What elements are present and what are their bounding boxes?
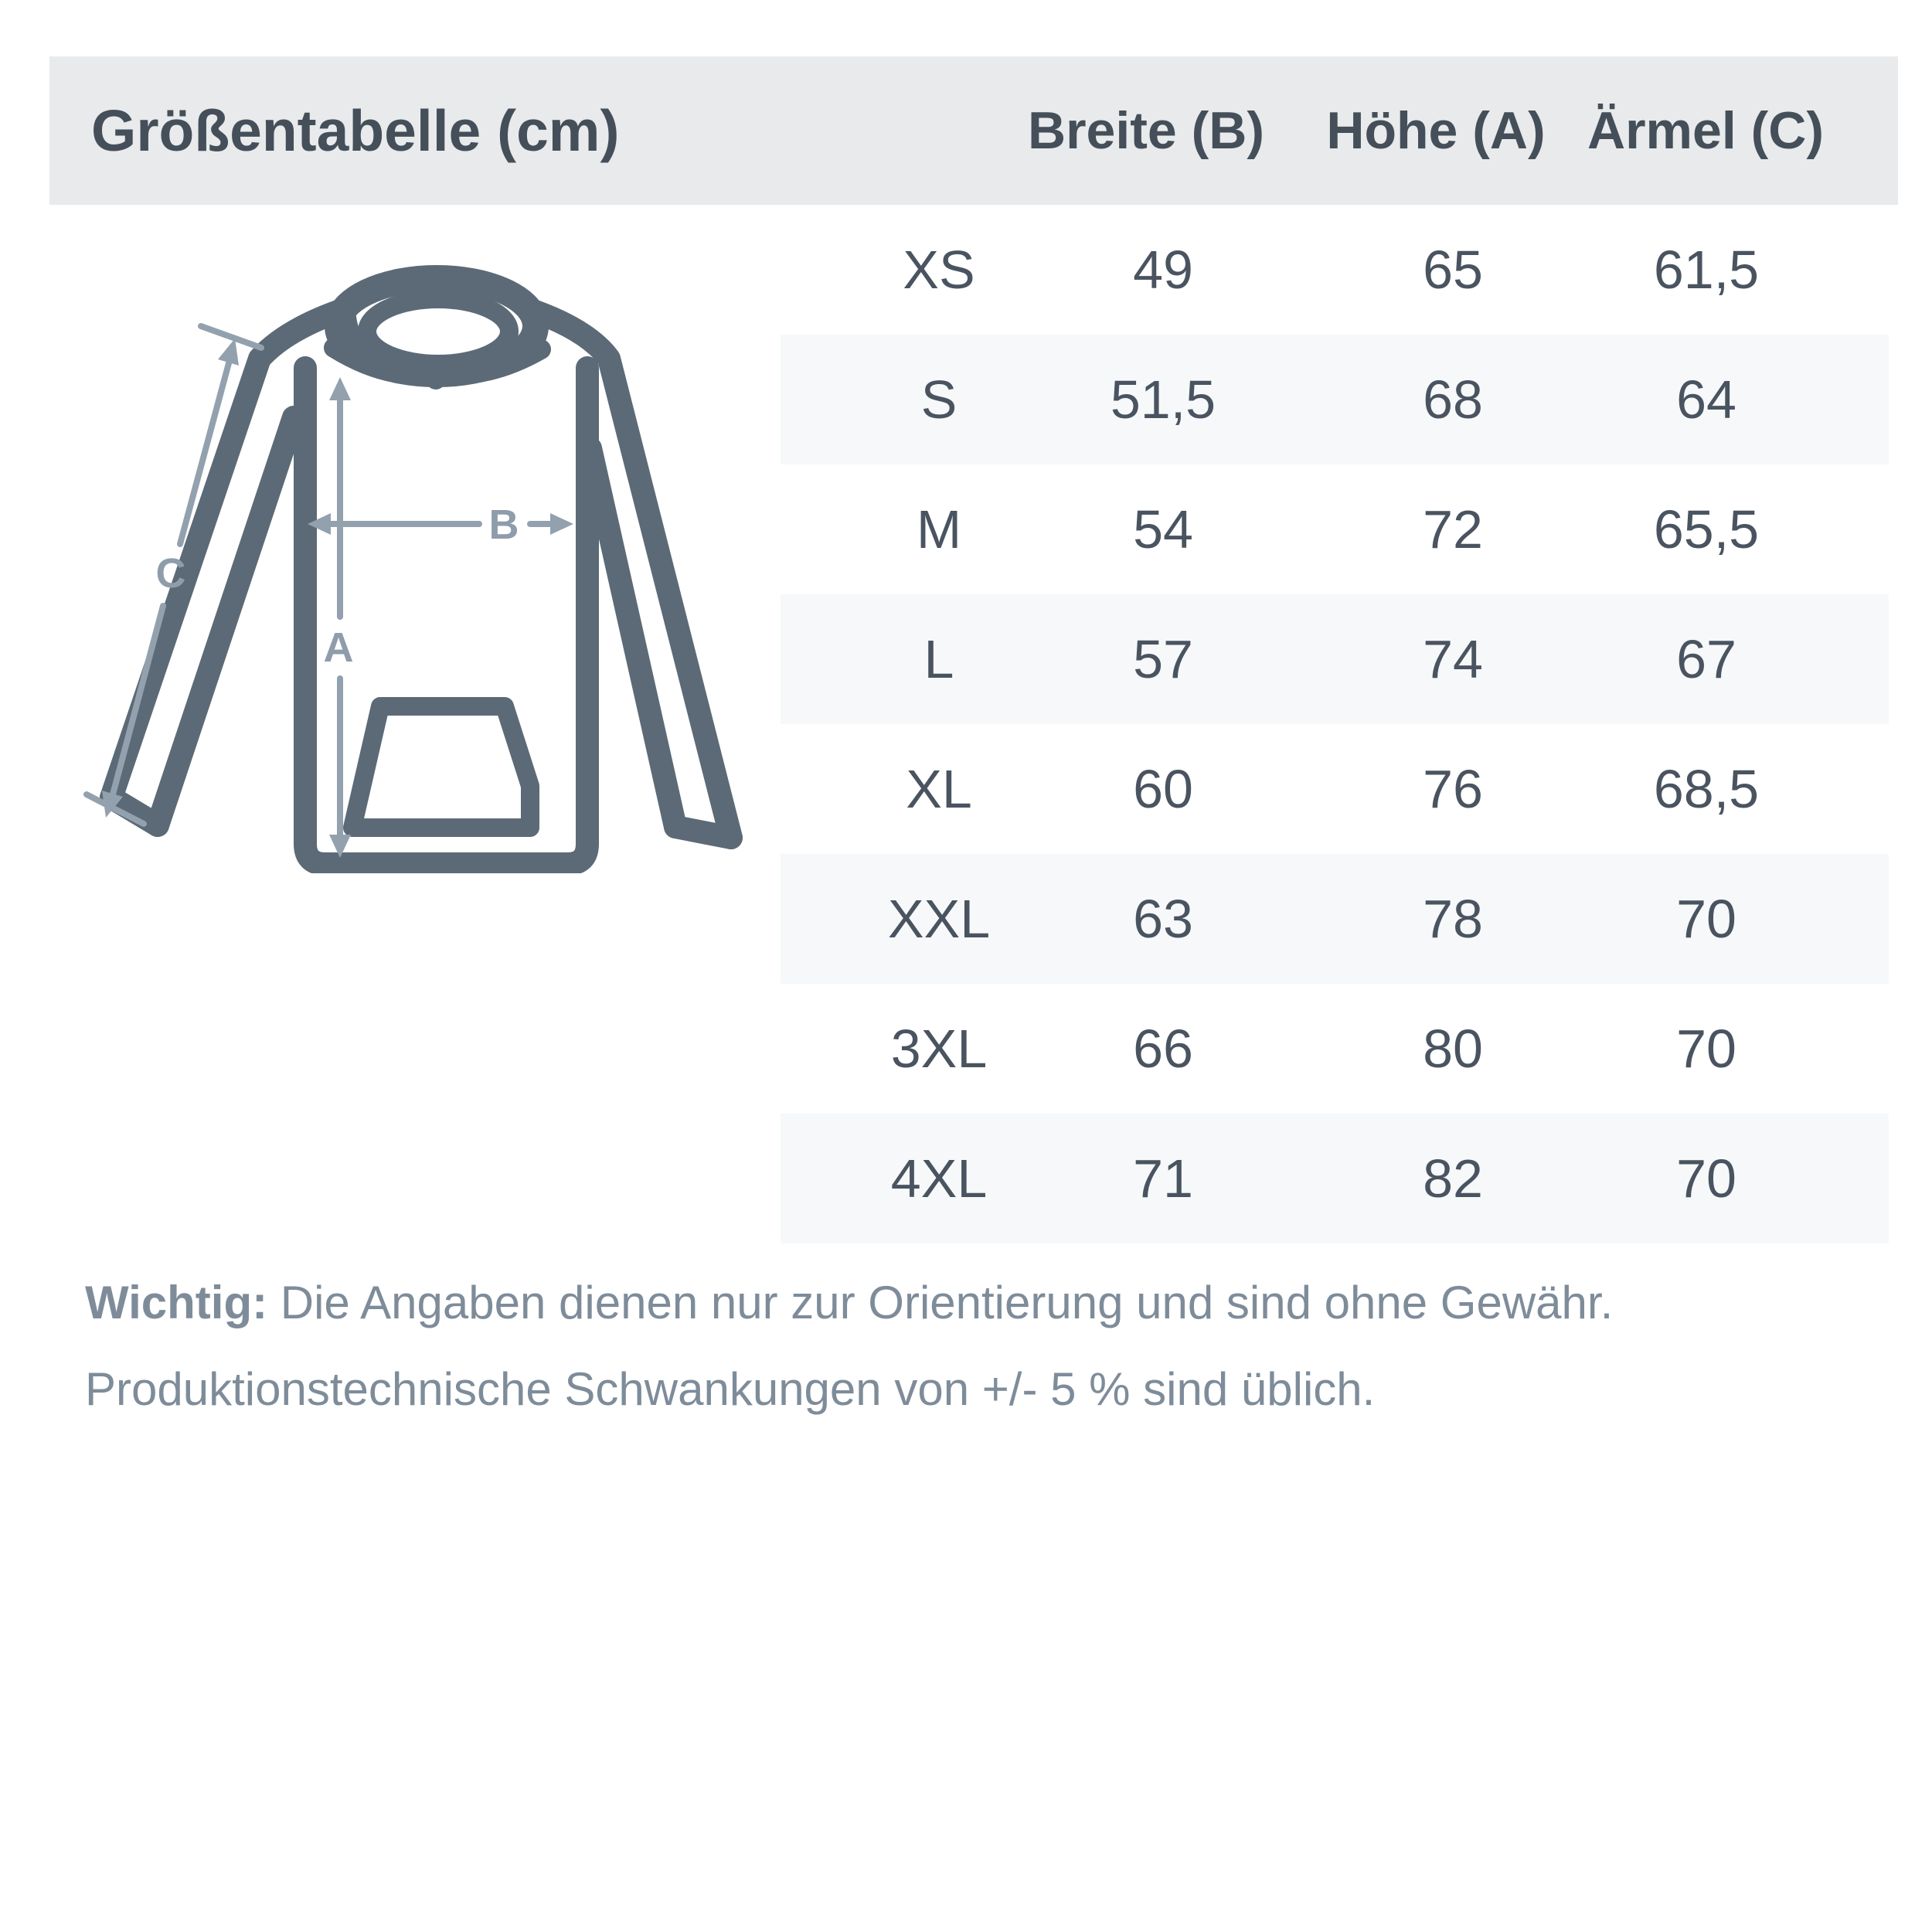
- hood-inner: [367, 299, 509, 364]
- hoehe-value: 78: [1423, 889, 1483, 949]
- hoehe-value: 80: [1423, 1019, 1483, 1079]
- aermel-value: 68,5: [1653, 759, 1760, 819]
- hoehe-value: 72: [1423, 499, 1483, 560]
- breite-value: 49: [1133, 240, 1193, 300]
- disclaimer-line-1: [85, 1260, 1862, 1346]
- disclaimer-text-1: Die Angaben dienen nur zur Orientierung und sind ohne Gewähr.: [267, 1277, 1614, 1328]
- aermel-value: 70: [1676, 1019, 1736, 1079]
- size-label: L: [923, 629, 954, 689]
- size-label: XL: [906, 759, 972, 819]
- breite-value: 63: [1133, 889, 1193, 949]
- disclaimer: [85, 1260, 1862, 1433]
- aermel-value: 70: [1676, 889, 1736, 949]
- hoodie-outline: [111, 278, 731, 864]
- measure-label-c: C: [155, 550, 186, 597]
- measure-label-a: A: [323, 624, 354, 671]
- breite-value: 57: [1133, 629, 1193, 689]
- breite-value: 71: [1133, 1148, 1193, 1209]
- size-chart-header: [49, 56, 1898, 205]
- breite-value: 51,5: [1110, 369, 1216, 430]
- aermel-value: 67: [1676, 629, 1736, 689]
- size-label: XXL: [887, 889, 991, 949]
- kangaroo-pocket: [352, 706, 530, 828]
- size-label: S: [920, 369, 957, 430]
- table-row: [781, 984, 1889, 1114]
- column-header-hoehe: Höhe (A): [1326, 101, 1546, 160]
- size-label: 4XL: [890, 1148, 988, 1209]
- table-row: [781, 854, 1889, 984]
- table-row: [781, 724, 1889, 854]
- breite-value: 66: [1133, 1019, 1193, 1079]
- breite-value: 54: [1133, 499, 1193, 560]
- aermel-value: 61,5: [1653, 240, 1760, 300]
- chart-title: Größentabelle (cm): [91, 98, 620, 163]
- disclaimer-bold: Wichtig:: [85, 1277, 268, 1328]
- size-label: M: [916, 499, 962, 560]
- size-label: 3XL: [890, 1019, 988, 1079]
- disclaimer-line-2: Produktionstechnische Schwankungen von +/- 5 % sind üblich.: [85, 1363, 1376, 1415]
- aermel-value: 65,5: [1653, 499, 1760, 560]
- hoehe-value: 82: [1423, 1148, 1483, 1209]
- hoehe-value: 74: [1423, 629, 1483, 689]
- hoehe-value: 65: [1423, 240, 1483, 300]
- aermel-value: 70: [1676, 1148, 1736, 1209]
- aermel-value: 64: [1676, 369, 1736, 430]
- table-row: [781, 594, 1889, 724]
- table-row: [781, 1114, 1889, 1243]
- measure-label-b: B: [488, 502, 519, 548]
- column-header-aermel: Ärmel (C): [1587, 101, 1825, 160]
- hoehe-value: 68: [1423, 369, 1483, 430]
- column-header-breite: Breite (B): [1027, 101, 1265, 160]
- size-table: [781, 205, 1889, 1243]
- hoehe-value: 76: [1423, 759, 1483, 819]
- table-row: [781, 335, 1889, 464]
- table-row: [781, 205, 1889, 335]
- table-row: [781, 464, 1889, 594]
- size-label: XS: [903, 240, 975, 300]
- breite-value: 60: [1133, 759, 1193, 819]
- hoodie-measurement-diagram: [62, 216, 796, 873]
